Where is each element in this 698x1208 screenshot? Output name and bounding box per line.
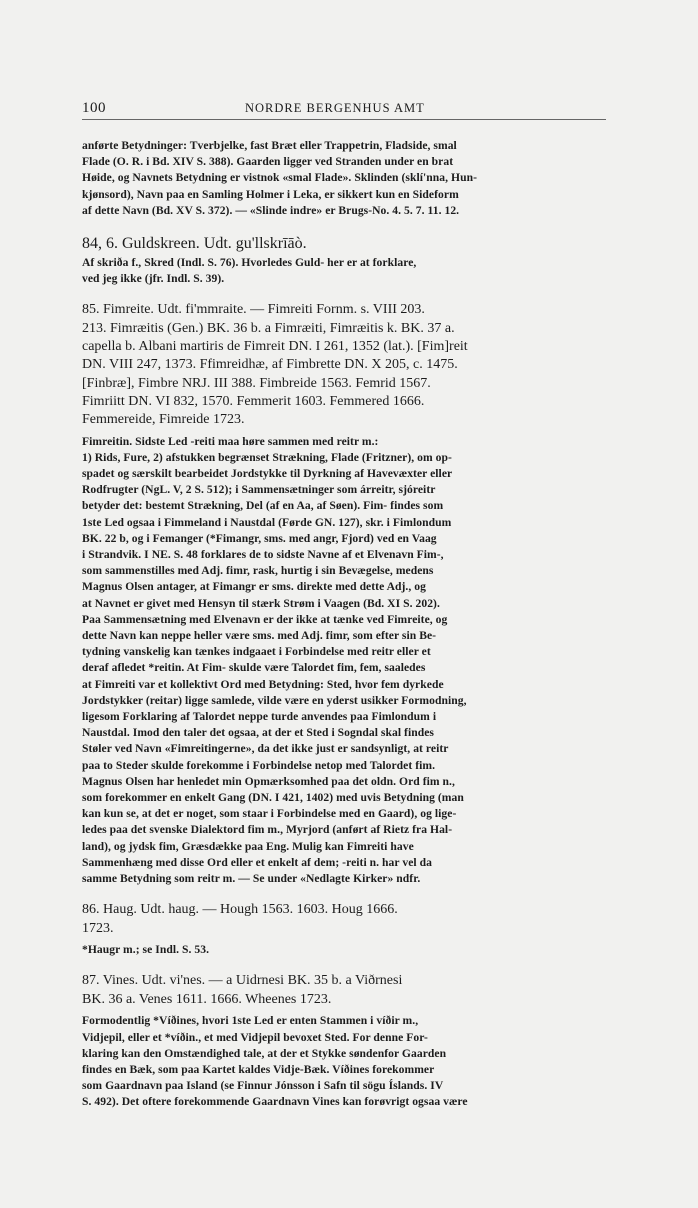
text-line: som forekommer en enkelt Gang (DN. I 421, 1402) med uvis Betydning (man [82,790,464,804]
text-line: Naustdal. Imod den taler det ogsaa, at der et Sted i Sogndal skal findes [82,726,434,740]
text-line: S. 492). Det oftere forekommende Gaardnavn Vines kan forøvrigt ogsaa være [82,1095,468,1109]
entry-85-note [82,434,606,888]
text-line: at Fimreiti var et kollektivt Ord med Betydning: Sted, hvor fem dyrkede [82,677,444,691]
text-line: Paa Sammensætning med Elvenavn er der ikke at tænke ved Fimreite, og [82,612,448,626]
text-line: samme Betydning som reitr m. — Se under «Nedlagte Kirker» ndfr. [82,871,421,885]
text-line: klaring kan den Omstændighed tale, at der et Stykke søndenfor Gaarden [82,1046,447,1060]
page-number: 100 [82,100,106,116]
text-line: [Finbræ], Fimbre NRJ. III 388. Fimbreide 1563. Femrid 1567. [82,375,431,391]
text-line: Formodentlig *Víðines, hvori 1ste Led er enten Stammen i víðir m., [82,1014,419,1028]
text-line: Sammenhæng med disse Ord eller et enkelt af dem; -reiti n. har vel da [82,855,432,869]
text-line: findes en Bæk, som paa Kartet kaldes Vidje-Bæk. Víðines forekommer [82,1063,435,1076]
text-line: tydning vanskelig kan tænkes indgaaet i Forbindelse med reitr eller et [82,645,431,659]
text-line: kan kun se, at det er noget, som staar i Forbindelse med en Gaard), og lige- [82,807,457,821]
text-line: Magnus Olsen har henledet min Opmærksomhed paa det oldn. Ord fim n., [82,774,455,788]
entry-84-note [82,255,606,287]
text-line: ledes paa det svenske Dialektord fim m., Myrjord (anført af Rietz fra Hal- [82,823,453,837]
text-line: som Gaardnavn paa Island (se Finnur Jónsson i Safn til sögu Íslands. IV [82,1079,444,1093]
text-line: som sammenstilles med Adj. fimr, rask, hurtig i sin Bevægelse, medens [82,564,434,578]
text-line: ved jeg ikke (jfr. Indl. S. 39). [82,272,225,286]
text-line: spadet og særskilt bearbeidet Jordstykke til Dyrkning af Havevæxter eller [82,466,453,480]
text-line: *Haugr m.; se Indl. S. 53. [82,943,210,957]
text-line: BK. 36 a. Venes 1611. 1666. Wheenes 1723. [82,991,332,1007]
header-rule [82,119,606,120]
text-line: 85. Fimreite. Udt. fi'mmraite. — Fimreiti Fornm. s. VIII 203. [82,302,425,318]
text-line: kjønsord), Navn paa en Samling Holmer i Leka, er sikkert kun en Sideform [82,187,459,201]
text-line: 1ste Led ogsaa i Fimmeland i Naustdal (Førde GN. 127), skr. i Fimlondum [82,515,452,529]
intro-paragraph [82,138,606,219]
text-line: deraf afledet *reitin. At Fim- skulde være Talordet fim, fem, saaledes [82,661,426,675]
entry-86-note [82,942,606,958]
text-line: anførte Betydninger: Tverbjelke, fast Bræt eller Trappetrin, Fladside, smal [82,139,457,152]
text-line: 213. Fimræitis (Gen.) BK. 36 b. a Fimræiti, Fimræitis k. BK. 37 a. [82,320,455,336]
entry-86-heading [82,901,606,938]
page-content [82,138,606,1111]
text-line: DN. VIII 247, 1373. Ffimreidhæ, af Fimbrette DN. X 205, c. 1475. [82,357,458,373]
text-line: BK. 22 b, og i Femanger (*Fimangr, sms. med angr, Fjord) ved en Vaag [82,531,437,545]
text-line: Fimriitt DN. VI 832, 1570. Femmerit 1603. Femmered 1666. [82,393,425,409]
text-line: 84, 6. Guldskreen. Udt. gu'llskrīāò. [82,235,307,253]
text-line: Femmereide, Fimreide 1723. [82,412,245,428]
text-line: af dette Navn (Bd. XV S. 372). — «Slinde indre» er Brugs-No. 4. 5. 7. 11. 12. [82,203,460,217]
entry-84-heading [82,233,606,255]
text-line: Magnus Olsen antager, at Fimangr er sms. direkte med dette Adj., og [82,580,426,594]
entry-85-heading [82,301,606,429]
running-title: NORDRE BERGENHUS AMT [245,101,425,115]
text-line: Flade (O. R. i Bd. XIV S. 388). Gaarden ligger ved Stranden under en brat [82,155,454,169]
text-line: Jordstykker (reitar) ligge samlede, vilde være en yderst usikker Formodning, [82,693,467,707]
text-line: Høide, og Navnets Betydning er vistnok «smal Flade». Sklinden (sklí'nna, Hun- [82,171,478,185]
text-line: 87. Vines. Udt. vi'nes. — a Uidrnesi BK. 35 b. a Viðrnesi [82,973,403,989]
text-line: at Navnet er givet med Hensyn til stærk Strøm i Vaagen (Bd. XI S. 202). [82,596,440,610]
text-line: Rodfrugter (NgL. V, 2 S. 512); i Sammensætninger som árreitr, sjóreitr [82,483,436,497]
text-line: Af skriða f., Skred (Indl. S. 76). Hvorledes Guld- her er at forklare, [82,256,417,270]
text-line: 86. Haug. Udt. haug. — Hough 1563. 1603. Houg 1666. [82,902,398,918]
text-line: paa to Steder skulde forekomme i Forbindelse netop med Talordet fim. [82,758,436,772]
text-line: 1) Rids, Fure, 2) afstukken begrænset Strækning, Flade (Fritzner), om op- [82,450,452,464]
text-line: Støler ved Navn «Fimreitingerne», da det ikke just er sandsynligt, at reitr [82,742,449,756]
text-line: land), og jydsk fim, Græsdække paa Eng. Mulig kan Fimreiti have [82,839,414,853]
text-line: 1723. [82,920,114,936]
text-line: betyder det: bestemt Strækning, Del (af en Aa, af Søen). Fim- findes som [82,499,444,513]
text-line: Vidjepil, eller et *víðin., et med Vidjepil bevoxet Sted. For denne For- [82,1030,428,1044]
entry-87-heading [82,972,606,1009]
text-line: capella b. Albani martiris de Fimreit DN. I 261, 1352 (lat.). [Fim]reit [82,339,468,355]
entry-87-note [82,1013,606,1110]
text-line: Fimreitin. Sidste Led -reiti maa høre sammen med reitr m.: [82,434,379,448]
text-line: dette Navn kan neppe heller være sms. med Adj. fimr, som efter sin Be- [82,628,437,642]
text-line: ligesom Forklaring af Talordet neppe turde anvendes paa Fimlondum i [82,709,437,723]
text-line: i Strandvik. I NE. S. 48 forklares de to sidste Navne af et Elvenavn Fim-, [82,547,444,561]
